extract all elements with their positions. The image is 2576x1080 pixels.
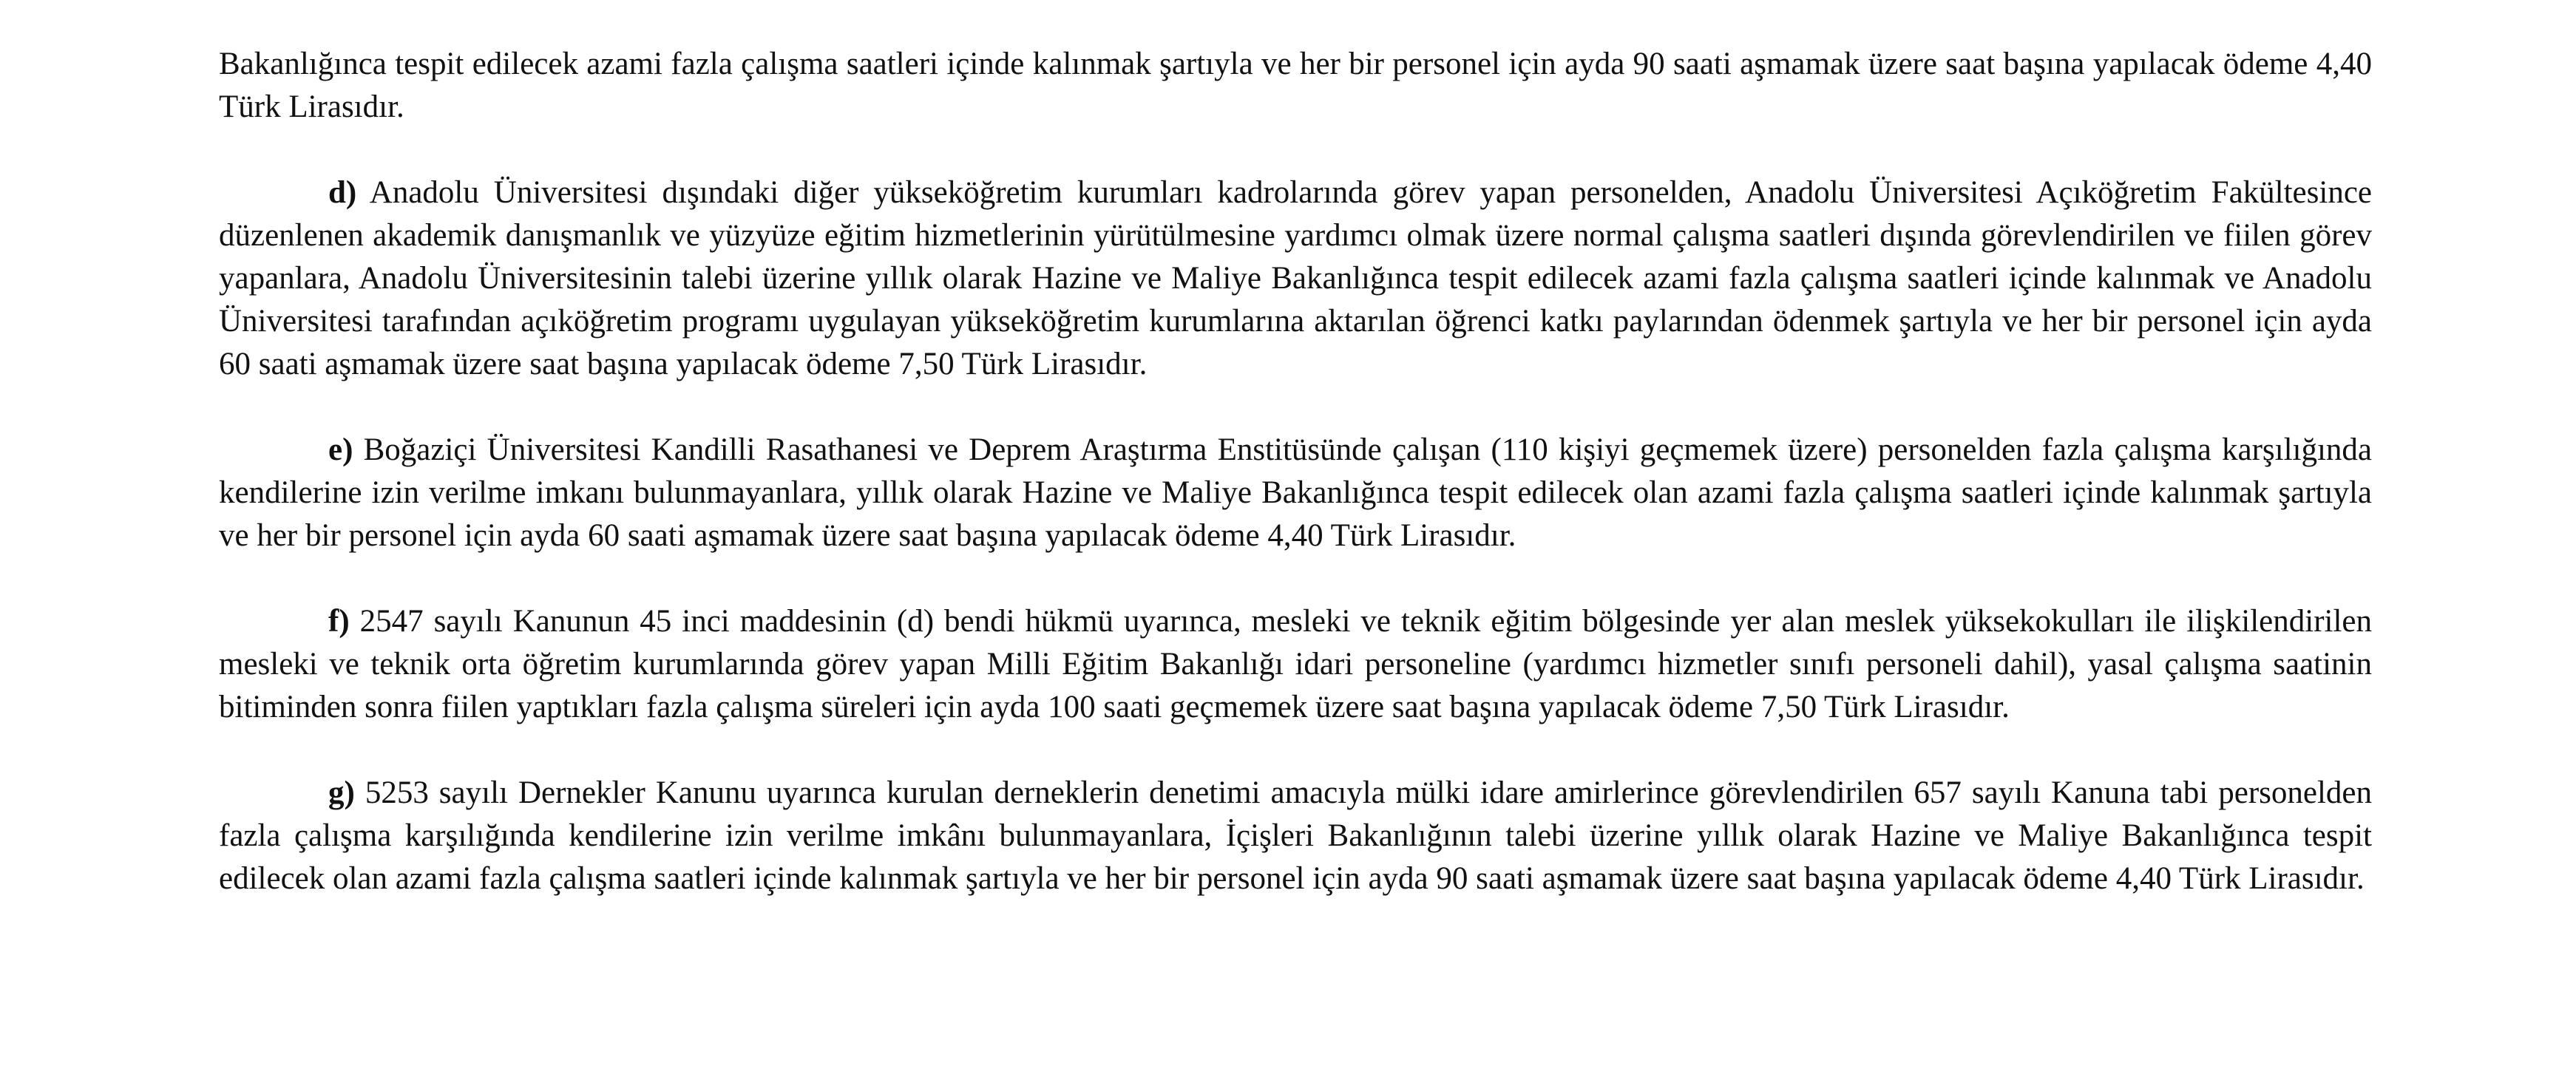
paragraph-text: 5253 sayılı Dernekler Kanunu uyarınca kurulan derneklerin denetimi amacıyla mülki idare amirlerince görevlendirilen 657 sayılı Kanuna tabi personelden fazla çalışma karşılığında kendilerine izin verilme imkânı bulunmayanlara, İçişleri Bakanlığının talebi üzerine yıllık olarak Hazine ve Maliye Bakanlığınca tespit edilecek olan azami fazla çalışma saatleri içinde kalınmak şartıyla ve her bir personel için ayda 90 saati aşmamak üzere saat başına yapılacak ödeme 4,40 Türk Lirasıdır.	[219, 775, 2372, 896]
paragraph-marker: g)	[328, 775, 355, 810]
paragraph-continuation	[219, 43, 2372, 129]
paragraph-text: 2547 sayılı Kanunun 45 inci maddesinin (d) bendi hükmü uyarınca, mesleki ve teknik eğitim bölgesinde yer alan meslek yüksekokulları ile ilişkilendirilen mesleki ve teknik orta öğretim kurumlarında görev yapan Milli Eğitim Bakanlığı idari personeline (yardımcı hizmetler sınıfı personeli dahil), yasal çalışma saatinin bitiminden sonra fiilen yaptıkları fazla çalışma süreleri için ayda 100 saati geçmemek üzere saat başına yapılacak ödeme 7,50 Türk Lirasıdır.	[219, 604, 2372, 724]
paragraph-marker: e)	[328, 432, 353, 467]
paragraph-f	[219, 600, 2372, 729]
paragraph-marker: d)	[328, 175, 357, 210]
paragraph-text: Bakanlığınca tespit edilecek azami fazla çalışma saatleri içinde kalınmak şartıyla ve her bir personel için ayda 90 saati aşmamak üzere saat başına yapılacak ödeme 4,40 Türk Lirasıdır.	[219, 47, 2372, 124]
paragraph-e	[219, 429, 2372, 557]
paragraph-text: Anadolu Üniversitesi dışındaki diğer yükseköğretim kurumları kadrolarında görev yapan personelden, Anadolu Üniversitesi Açıköğretim Fakültesince düzenlenen akademik danışmanlık ve yüzyüze eğitim hizmetlerinin yürütülmesine yardımcı olmak üzere normal çalışma saatleri dışında görevlendirilen ve fiilen görev yapanlara, Anadolu Üniversitesinin talebi üzerine yıllık olarak Hazine ve Maliye Bakanlığınca tespit edilecek azami fazla çalışma saatleri içinde kalınmak ve Anadolu Üniversitesi tarafından açıköğretim programı uygulayan yükseköğretim kurumlarına aktarılan öğrenci katkı paylarından ödenmek şartıyla ve her bir personel için ayda 60 saati aşmamak üzere saat başına yapılacak ödeme 7,50 Türk Lirasıdır.	[219, 175, 2372, 381]
paragraph-g	[219, 772, 2372, 900]
paragraph-d	[219, 171, 2372, 386]
document-page	[219, 43, 2372, 900]
paragraph-marker: f)	[328, 604, 350, 639]
paragraph-text: Boğaziçi Üniversitesi Kandilli Rasathanesi ve Deprem Araştırma Enstitüsünde çalışan (110 kişiyi geçmemek üzere) personelden fazla çalışma karşılığında kendilerine izin verilme imkanı bulunmayanlara, yıllık olarak Hazine ve Maliye Bakanlığınca tespit edilecek olan azami fazla çalışma saatleri içinde kalınmak şartıyla ve her bir personel için ayda 60 saati aşmamak üzere saat başına yapılacak ödeme 4,40 Türk Lirasıdır.	[219, 432, 2372, 553]
